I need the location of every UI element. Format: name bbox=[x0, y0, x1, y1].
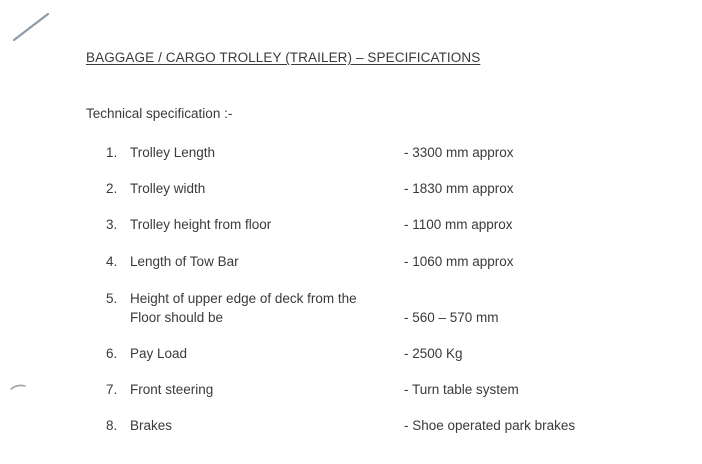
spec-number: 8. bbox=[106, 418, 118, 433]
spec-number: 2. bbox=[106, 181, 118, 196]
spec-label: Height of upper edge of deck from the Floor should be bbox=[130, 291, 357, 325]
spec-value: - 560 – 570 mm bbox=[404, 310, 499, 325]
spec-value: - 1100 mm approx bbox=[404, 217, 513, 232]
spec-number: 7. bbox=[106, 382, 118, 397]
spec-value: - 3300 mm approx bbox=[404, 145, 514, 160]
spec-label: Brakes bbox=[130, 418, 173, 433]
spec-label: Length of Tow Bar bbox=[130, 254, 239, 269]
spec-value: - 1060 mm approx bbox=[404, 254, 514, 269]
spec-value: - 2500 Kg bbox=[404, 346, 463, 361]
spec-number: 1. bbox=[106, 145, 118, 160]
spec-label: Trolley width bbox=[130, 181, 206, 196]
spec-number: 6. bbox=[106, 346, 118, 361]
spec-value: - 1830 mm approx bbox=[404, 181, 514, 196]
spec-number: 5. bbox=[106, 291, 118, 306]
spec-label: Trolley height from floor bbox=[130, 217, 272, 232]
spec-value: - Turn table system bbox=[404, 382, 519, 397]
spec-label: Trolley Length bbox=[130, 145, 216, 160]
section-heading: Technical specification :- bbox=[86, 106, 233, 121]
spec-label: Pay Load bbox=[130, 346, 188, 361]
spec-value: - Shoe operated park brakes bbox=[404, 418, 576, 433]
spec-number: 3. bbox=[106, 217, 118, 232]
spec-number: 4. bbox=[106, 254, 118, 269]
spec-label: Front steering bbox=[130, 382, 214, 397]
document-title: BAGGAGE / CARGO TROLLEY (TRAILER) – SPECIFICATIONS bbox=[86, 50, 481, 65]
